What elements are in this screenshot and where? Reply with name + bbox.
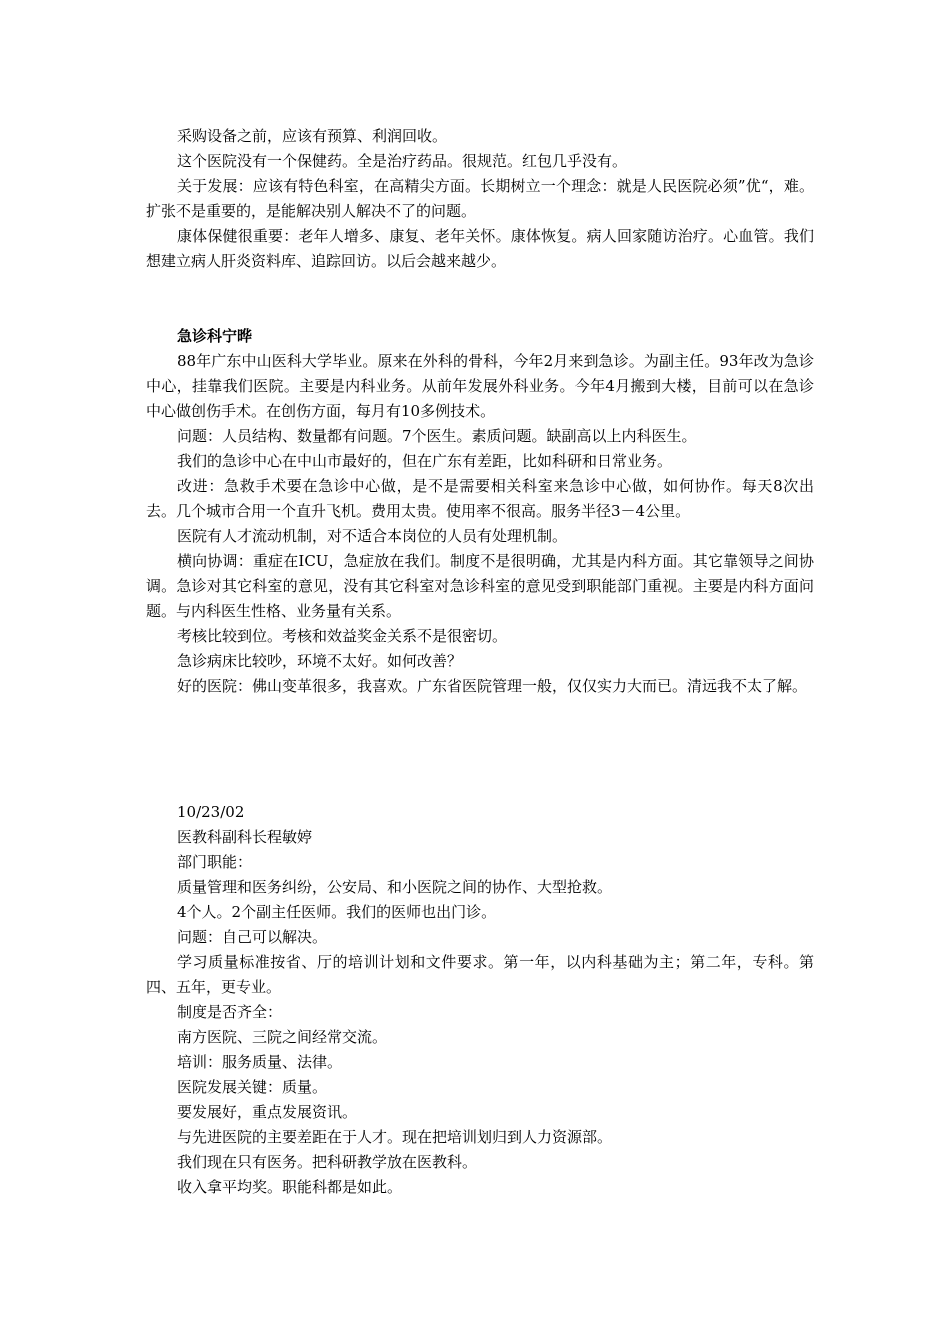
paragraph: 我们现在只有医务。把科研教学放在医教科。 bbox=[177, 1153, 478, 1171]
spacer bbox=[146, 274, 814, 324]
paragraph: 问题：人员结构、数量都有问题。7个医生。素质问题。缺副高以上内科医生。 bbox=[177, 427, 697, 445]
document-page bbox=[146, 124, 814, 1200]
paragraph: 问题：自己可以解决。 bbox=[177, 928, 328, 946]
section-emergency-dept bbox=[146, 324, 814, 699]
paragraph: 康体保健很重要：老年人增多、康复、老年关怀。康体恢复。病人回家随访治疗。心血管。我们想建立病人肝炎资料库、追踪回访。以后会越来越少。 bbox=[146, 227, 814, 270]
paragraph: 培训：服务质量、法律。 bbox=[177, 1053, 343, 1071]
paragraph: 4个人。2个副主任医师。我们的医师也出门诊。 bbox=[177, 903, 497, 921]
paragraph: 我们的急诊中心在中山市最好的，但在广东有差距，比如科研和日常业务。 bbox=[177, 452, 673, 470]
paragraph: 急诊病床比较吵，环境不太好。如何改善？ bbox=[177, 652, 463, 670]
paragraph: 质量管理和医务纠纷，公安局、和小医院之间的协作、大型抢救。 bbox=[177, 878, 613, 896]
paragraph: 医院发展关键：质量。 bbox=[177, 1078, 328, 1096]
paragraph: 收入拿平均奖。职能科都是如此。 bbox=[177, 1178, 403, 1196]
paragraph: 南方医院、三院之间经常交流。 bbox=[177, 1028, 388, 1046]
paragraph: 考核比较到位。考核和效益奖金关系不是很密切。 bbox=[177, 627, 508, 645]
paragraph: 医教科副科长程敏婷 bbox=[177, 828, 313, 846]
paragraph: 制度是否齐全： bbox=[177, 1003, 283, 1021]
entry-date: 10/23/02 bbox=[177, 803, 245, 821]
paragraph: 这个医院没有一个保健药。全是治疗药品。很规范。红包几乎没有。 bbox=[177, 152, 628, 170]
paragraph: 医院有人才流动机制，对不适合本岗位的人员有处理机制。 bbox=[177, 527, 568, 545]
paragraph: 与先进医院的主要差距在于人才。现在把培训划归到人力资源部。 bbox=[177, 1128, 613, 1146]
paragraph: 采购设备之前，应该有预算、利润回收。 bbox=[177, 127, 448, 145]
paragraph: 横向协调：重症在ICU，急症放在我们。制度不是很明确，尤其是内科方面。其它靠领导之间协调。急诊对其它科室的意见，没有其它科室对急诊科室的意见受到职能部门重视。主要是内科方面问题。与内科医生性格、业务量有关系。 bbox=[146, 552, 814, 620]
paragraph: 好的医院：佛山变革很多，我喜欢。广东省医院管理一般，仅仅实力大而已。清远我不太了解。 bbox=[177, 677, 808, 695]
paragraph: 部门职能： bbox=[177, 853, 253, 871]
paragraph: 要发展好，重点发展资讯。 bbox=[177, 1103, 358, 1121]
spacer bbox=[146, 699, 814, 800]
paragraph: 学习质量标准按省、厅的培训计划和文件要求。第一年，以内科基础为主；第二年，专科。第四、五年，更专业。 bbox=[146, 953, 814, 996]
paragraph: 改进：急救手术要在急诊中心做，是不是需要相关科室来急诊中心做，如何协作。每天8次出去。几个城市合用一个直升飞机。费用太贵。使用率不很高。服务半径3－4公里。 bbox=[146, 477, 814, 520]
section-heading: 急诊科宁晔 bbox=[177, 327, 253, 345]
section-hospital-notes bbox=[146, 124, 814, 274]
section-medical-education bbox=[146, 800, 814, 1200]
paragraph: 关于发展：应该有特色科室，在高精尖方面。长期树立一个理念：就是人民医院必须”优“，难。扩张不是重要的，是能解决别人解决不了的问题。 bbox=[146, 177, 814, 220]
paragraph: 88年广东中山医科大学毕业。原来在外科的骨科，今年2月来到急诊。为副主任。93年改为急诊中心，挂靠我们医院。主要是内科业务。从前年发展外科业务。今年4月搬到大楼，目前可以在急诊中心做创伤手术。在创伤方面，每月有10多例技术。 bbox=[146, 352, 814, 420]
